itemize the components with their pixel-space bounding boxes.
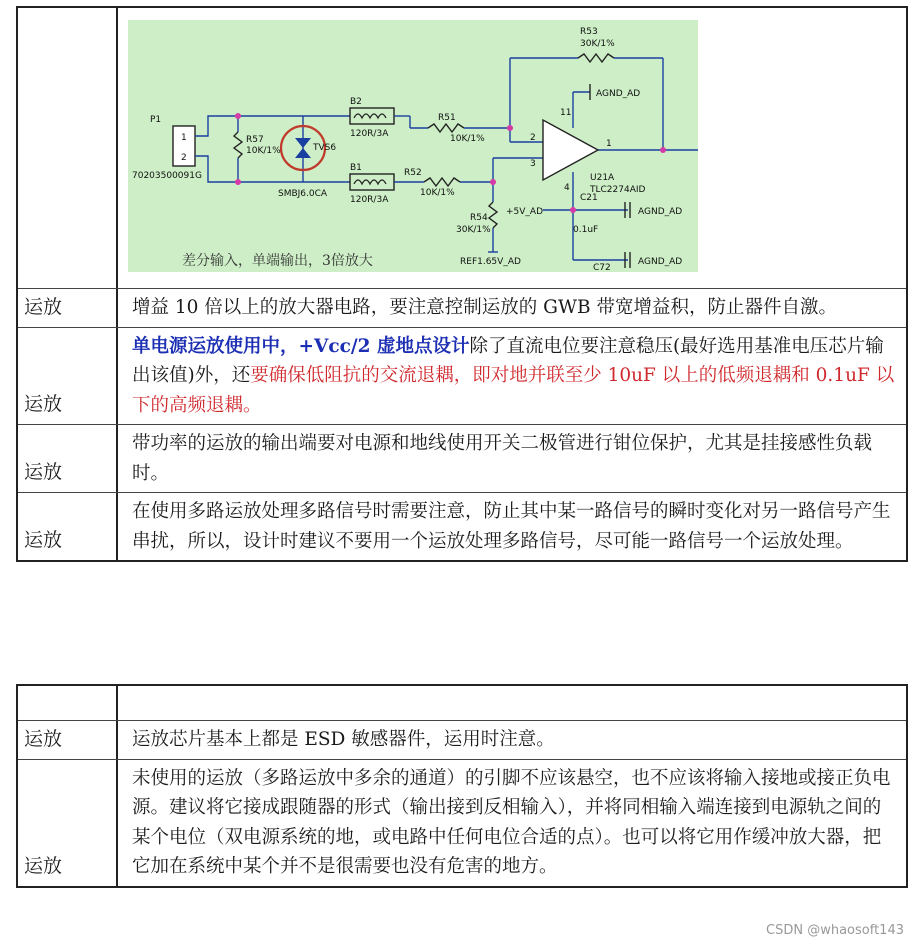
r52-value-label: 10K/1% (420, 188, 455, 198)
row-label: 运放 (18, 425, 118, 492)
connector-part-label: 70203500091G (132, 171, 202, 181)
opamp-pin11-label: 11 (560, 108, 572, 118)
opamp-pin4-label: 4 (564, 183, 570, 193)
design-notes-table-2 (16, 684, 908, 888)
tvs-part-label: SMBJ6.0CA (278, 189, 328, 199)
b2-value-label: 120R/3A (350, 129, 389, 139)
row-label: 运放 (18, 493, 118, 560)
r51-label: R51 (438, 113, 456, 123)
r54-label: R54 (470, 213, 488, 223)
design-notes-table-1 (16, 6, 908, 562)
table-row (18, 424, 906, 492)
agnd-top-label: AGND_AD (596, 89, 641, 99)
opamp-symbol (543, 120, 598, 180)
table-row (18, 327, 906, 425)
plain-text: 除了直流电位要注意稳压(最好选用基准电压芯片输出该值)外，还 (132, 335, 884, 386)
b1-value-label: 120R/3A (350, 195, 389, 205)
row-text: 带功率的运放的输出端要对电源和地线使用开关二极管进行钳位保护，尤其是挂接感性负载时。 (132, 433, 873, 484)
table-row (18, 492, 906, 560)
table-row-empty (18, 686, 906, 720)
row-text: 运放芯片基本上都是 ESD 敏感器件，运用时注意。 (132, 729, 555, 750)
row-label: 运放 (18, 289, 118, 327)
pin1-label: 1 (181, 133, 187, 143)
table-row (18, 720, 906, 759)
opamp-schematic-image (128, 20, 698, 272)
agnd-mid-label: AGND_AD (638, 207, 683, 217)
row-label (18, 686, 118, 720)
highlight-red-text: 要确保低阻抗的交流退耦，即对地并联至少 10uF 以上的低频退耦和 0.1uF 以下的高频退耦。 (132, 365, 895, 416)
r53-label: R53 (580, 27, 598, 37)
u21-part-label: TLC2274AID (590, 185, 646, 195)
r52-label: R52 (404, 168, 422, 178)
c72-label: C72 (593, 263, 611, 272)
opamp-pin2-label: 2 (530, 133, 536, 143)
r51-value-label: 10K/1% (450, 134, 485, 144)
row-label-empty (18, 8, 118, 288)
r53-value-label: 30K/1% (580, 39, 615, 49)
r57-value-label: 10K/1% (246, 146, 281, 156)
vcc-label: +5V_AD (506, 207, 544, 217)
schematic-row (18, 8, 906, 288)
row-text (118, 686, 906, 720)
row-label: 运放 (18, 721, 118, 759)
row-label: 运放 (18, 328, 118, 425)
r54-value-label: 30K/1% (456, 225, 491, 235)
opamp-pin1-label: 1 (606, 139, 612, 149)
row-label: 运放 (18, 760, 118, 886)
schematic-caption: 差分输入，单端输出，3倍放大 (182, 253, 373, 269)
c21-label: C21 (580, 193, 598, 203)
table-row (18, 288, 906, 327)
opamp-pin3-label: 3 (530, 159, 536, 169)
highlight-blue-text: 单电源运放使用中，+Vcc/2 虚地点设计 (132, 335, 470, 357)
r57-label: R57 (246, 135, 264, 145)
c21-value-label: 0.1uF (573, 225, 599, 235)
p1-label: P1 (150, 115, 162, 125)
row-text: 在使用多路运放处理多路信号时需要注意，防止其中某一路信号的瞬时变化对另一路信号产生串扰，所以，设计时建议不要用一个运放处理多路信号，尽可能一路信号一个运放处理。 (132, 501, 891, 552)
b1-label: B1 (350, 163, 362, 173)
row-text (118, 328, 906, 425)
agnd-bottom-label: AGND_AD (638, 257, 683, 267)
b2-label: B2 (350, 97, 362, 107)
table-row (18, 759, 906, 886)
u21-label: U21A (590, 173, 615, 183)
schematic-drawing (128, 20, 698, 272)
csdn-watermark: CSDN @whaosoft143 (766, 923, 904, 938)
ref-label: REF1.65V_AD (460, 257, 521, 267)
row-text: 增益 10 倍以上的放大器电路，要注意控制运放的 GWB 带宽增益积，防止器件自激。 (132, 297, 837, 318)
tvs-label: TVS6 (313, 143, 337, 153)
row-text: 未使用的运放（多路运放中多余的通道）的引脚不应该悬空，也不应该将输入接地或接正负电源。建议将它接成跟随器的形式（输出接到反相输入），并将同相输入端连接到电源轨之间的某个电位（双电源系统的地，或电路中任何电位合适的点）。也可以将它用作缓冲放大器，把它加在系统中某个并不是很需要也没有危害的地方。 (132, 767, 891, 877)
pin2-label: 2 (181, 153, 187, 163)
